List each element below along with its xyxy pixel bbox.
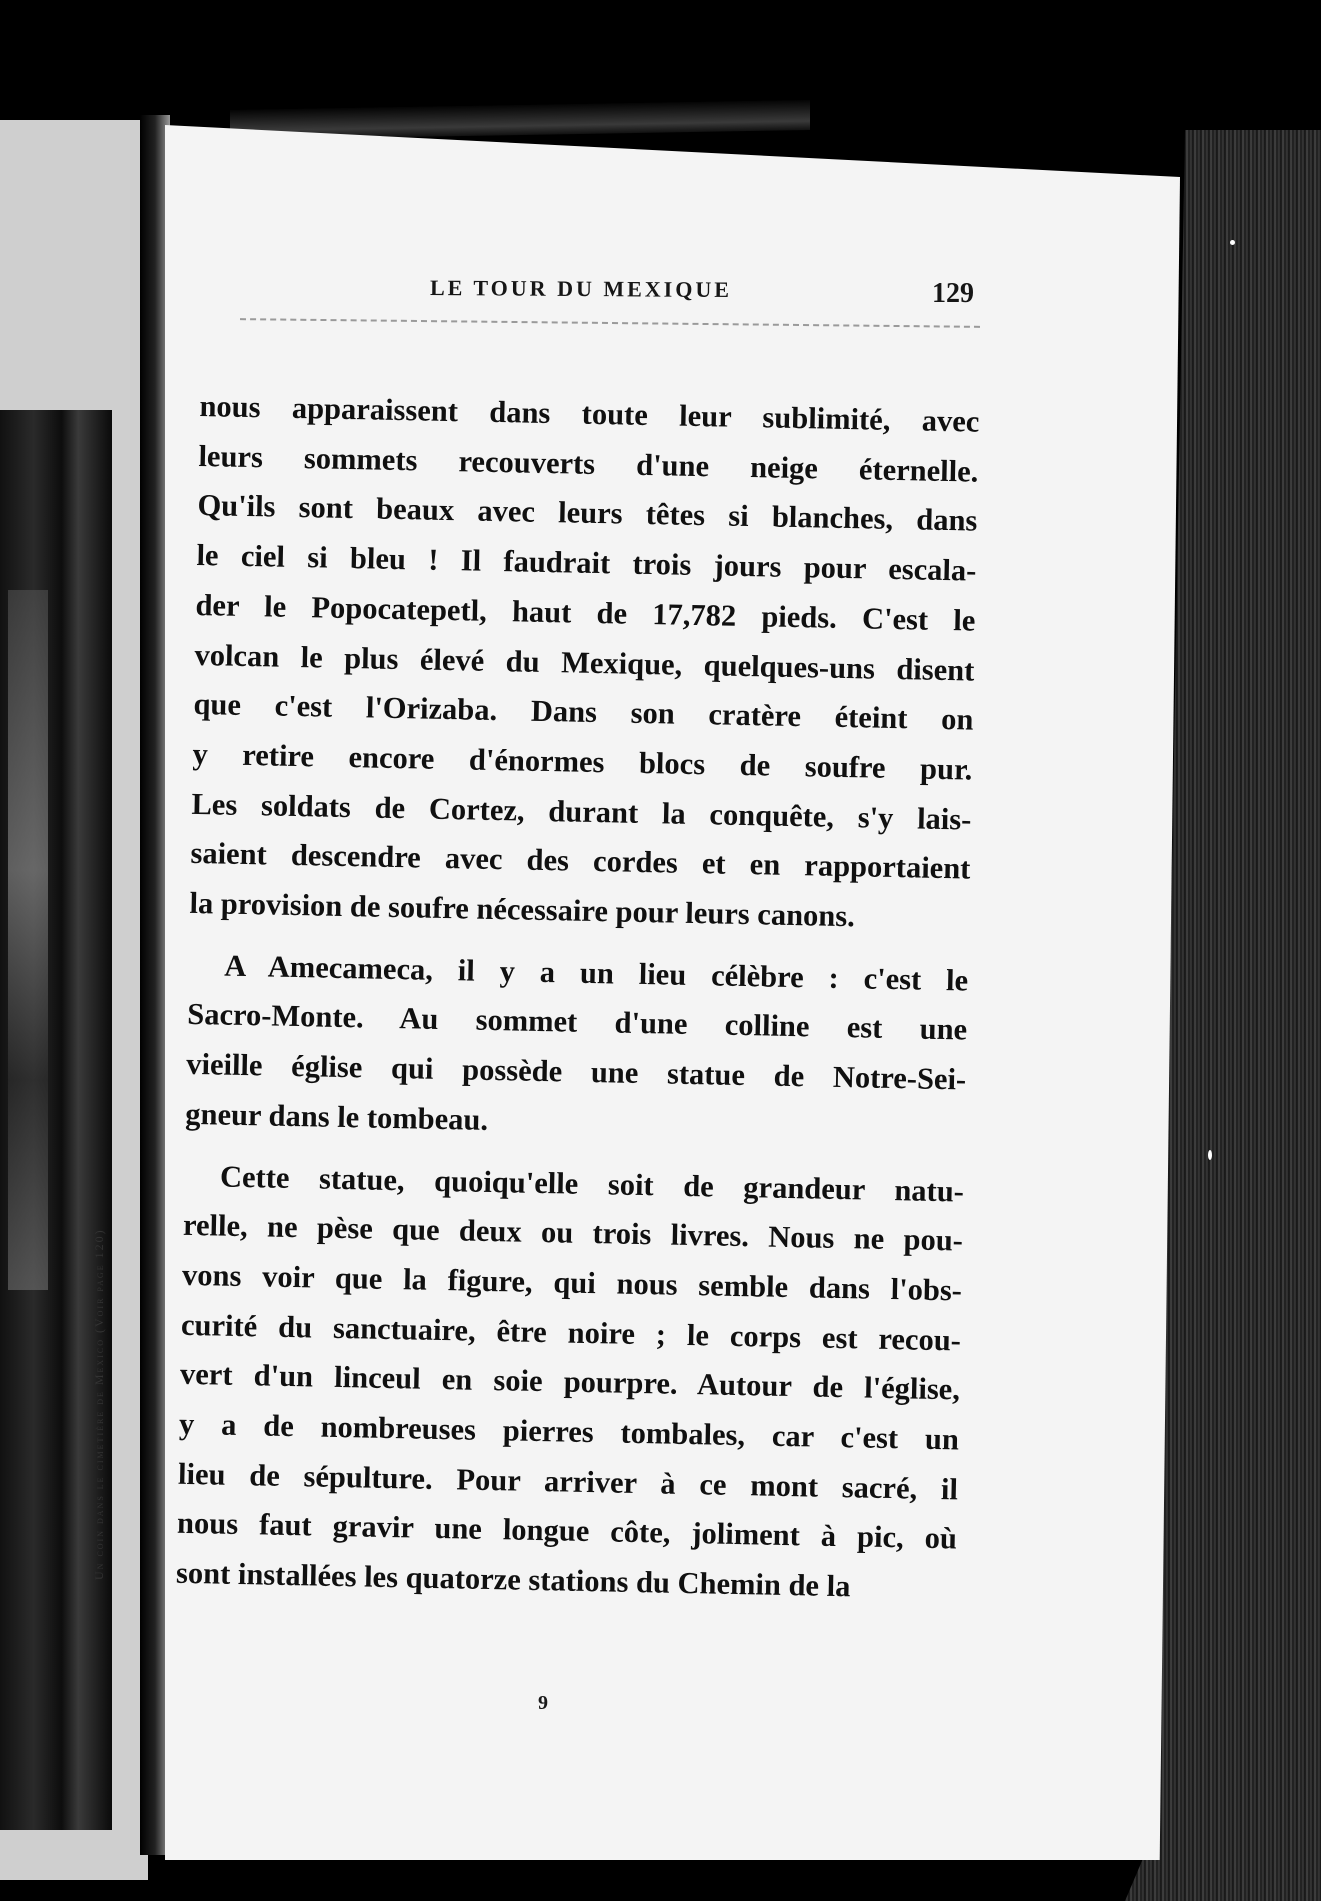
text-line: Cette statue, quoiqu'elle soit de grandeur natu- <box>219 1159 965 1209</box>
facing-page <box>0 120 148 1880</box>
text-line: saient descendre avec des cordes et en rapportaient <box>190 836 971 886</box>
text-line: gneur dans le tombeau. <box>184 1096 489 1137</box>
text-line: curité du sanctuaire, être noire ; le corps est recou- <box>180 1307 962 1358</box>
text-line: la provision de soufre nécessaire pour leurs canons. <box>189 885 856 934</box>
paragraph <box>189 382 980 944</box>
text-line: leurs sommets recouverts d'une neige éternelle. <box>198 438 979 489</box>
body-text <box>176 382 980 1614</box>
text-line: Sacro-Monte. Au sommet d'une colline est une <box>186 997 968 1047</box>
running-header: LE TOUR DU MEXIQUE <box>429 274 733 303</box>
text-line: y a de nombreuses pierres tombales, car c'est un <box>178 1406 960 1457</box>
paragraph <box>185 941 969 1155</box>
text-line: nous apparaissent dans toute leur sublimité, avec <box>199 388 980 439</box>
page-number: 129 <box>932 278 974 309</box>
dust-speck <box>1230 240 1235 245</box>
text-line: le ciel si bleu ! Il faudrait trois jours pour escala- <box>196 538 977 588</box>
dust-speck <box>1208 1150 1212 1160</box>
text-line: vieille église qui possède une statue de Notre-Sei- <box>185 1047 967 1097</box>
plate-caption: Un coin dans le cimetière de Mexico (Voir page 120) <box>92 1228 106 1580</box>
text-line: Qu'ils sont beaux avec leurs têtes si blanches, dans <box>197 488 978 539</box>
text-line: relle, ne pèse que deux ou trois livres. Nous ne pou- <box>182 1208 964 1258</box>
text-line: lieu de sépulture. Pour arriver à ce mont sacré, il <box>177 1456 959 1507</box>
paragraph <box>176 1151 965 1614</box>
text-line: der le Popocatepetl, haut de 17,782 pieds. C'est le <box>195 587 976 638</box>
text-line: y retire encore d'énormes blocs de soufre pur. <box>192 736 973 787</box>
signature-mark: 9 <box>538 1692 548 1714</box>
text-line: que c'est l'Orizaba. Dans son cratère éteint on <box>193 687 974 737</box>
text-line: vert d'un linceul en soie pourpre. Autour de l'église, <box>179 1357 961 1407</box>
text-line: nous faut gravir une longue côte, joliment à pic, où <box>176 1506 958 1556</box>
text-line: Les soldats de Cortez, durant la conquête, s'y lais- <box>191 786 972 837</box>
text-line: vons voir que la figure, qui nous semble dans l'obs- <box>181 1257 963 1308</box>
text-line: A Amecameca, il y a un lieu célèbre : c'est le <box>223 948 969 998</box>
text-line: sont installées les quatorze stations du Chemin de la <box>175 1555 851 1604</box>
text-line: volcan le plus élevé du Mexique, quelques-uns disent <box>194 637 975 688</box>
